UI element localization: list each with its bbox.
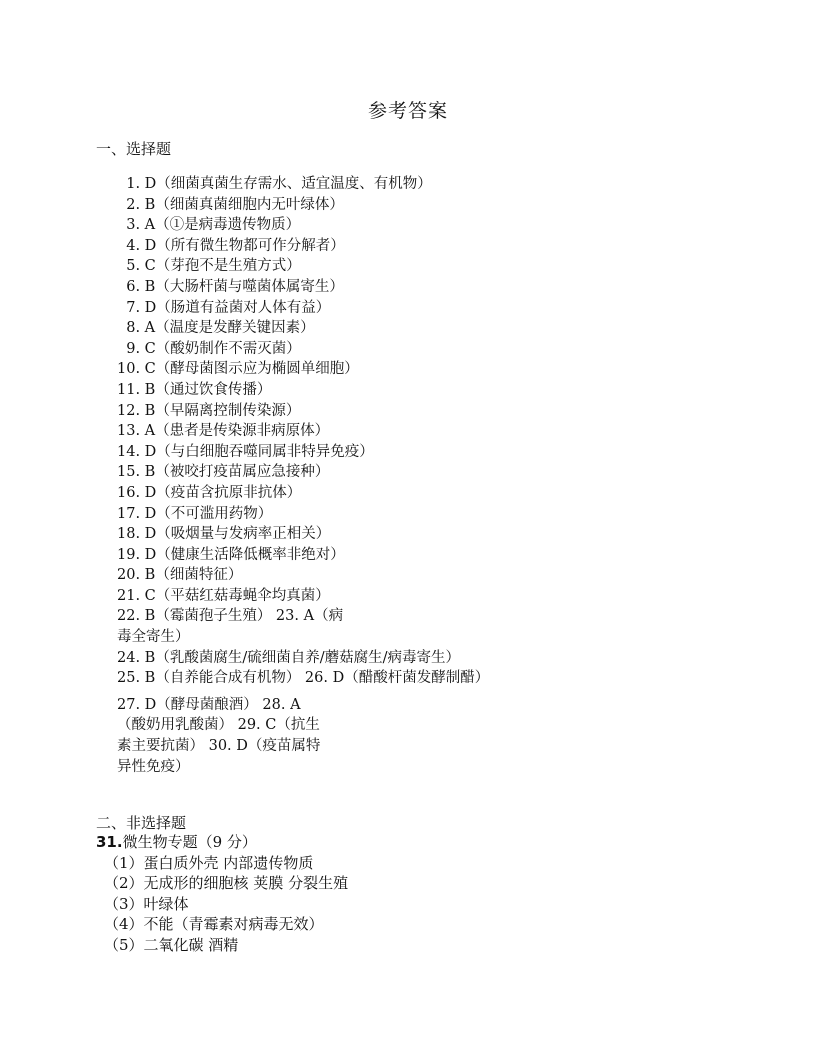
answer-item: 3. A（①是病毒遗传物质） [126, 217, 301, 234]
answer-item: 11. B（通过饮食传播） [117, 381, 272, 398]
question-31-block [96, 832, 348, 955]
answer-item: 1. D（细菌真菌生存需水、适宜温度、有机物） [126, 176, 432, 192]
section-heading-multiple-choice: 一、选择题 [96, 140, 172, 158]
answer-item: 21. C（平菇红菇毒蝇伞均真菌） [117, 587, 330, 604]
answer-item: 22. B（霉菌孢子生殖） 23. A（病毒全寄生） [117, 608, 344, 646]
answer-item: 5. C（芽孢不是生殖方式） [126, 258, 301, 275]
answer-item: 12. B（早隔离控制传染源） [117, 402, 301, 419]
answer-item: 27. D（酵母菌酿酒） 28. A（酸奶用乳酸菌） 29. C（抗生素主要抗菌） 30. D（疫苗属特异性免疫） [117, 696, 321, 775]
sub-answer-2: （2）无成形的细胞核 荚膜 分裂生殖 [104, 874, 349, 892]
answer-item: 14. D（与白细胞吞噬同属非特异免疫） [117, 443, 374, 460]
section-heading-non-multiple-choice: 二、非选择题 [96, 814, 187, 832]
sub-answer-5: （5）二氧化碳 酒精 [104, 935, 239, 954]
answer-item: 6. B（大肠杆菌与噬菌体属寄生） [126, 278, 344, 295]
sub-answer-1: （1）蛋白质外壳 内部遗传物质 [104, 853, 314, 872]
answer-item: 10. C（酵母菌图示应为椭圆单细胞） [117, 361, 359, 378]
question-number: 31. [96, 833, 123, 851]
question-title: 微生物专题（9 分） [122, 833, 257, 851]
answer-item: 2. B（细菌真菌细胞内无叶绿体） [126, 196, 344, 213]
question-31-heading [96, 832, 348, 853]
answer-item: 20. B（细菌特征） [117, 567, 243, 584]
answer-item: 19. D（健康生活降低概率非绝对） [117, 546, 345, 563]
sub-answer-4: （4）不能（青霉素对病毒无效） [104, 915, 324, 933]
answer-item: 25. B（自养能合成有机物） 26. D（醋酸杆菌发酵制醋） [117, 670, 490, 687]
sub-answer-3: （3）叶绿体 [104, 894, 189, 913]
answer-item: 16. D（疫苗含抗原非抗体） [117, 484, 302, 501]
answer-item: 18. D（吸烟量与发病率正相关） [117, 526, 331, 543]
answer-item: 9. C（酸奶制作不需灭菌） [126, 340, 301, 357]
answer-item: 17. D（不可滥用药物） [117, 505, 273, 522]
page-title: 参考答案 [367, 100, 448, 122]
answer-item: 24. B（乳酸菌腐生/硫细菌自养/蘑菇腐生/病毒寄生） [117, 649, 460, 666]
answer-item: 8. A（温度是发酵关键因素） [126, 320, 315, 337]
answer-item: 4. D（所有微生物都可作分解者） [126, 237, 345, 254]
multiple-choice-answer-list [117, 174, 497, 777]
answer-item: 15. B（被咬打疫苗属应急接种） [117, 464, 330, 481]
answer-item: 7. D（肠道有益菌对人体有益） [126, 299, 331, 316]
answer-item: 13. A（患者是传染源非病原体） [117, 423, 330, 440]
